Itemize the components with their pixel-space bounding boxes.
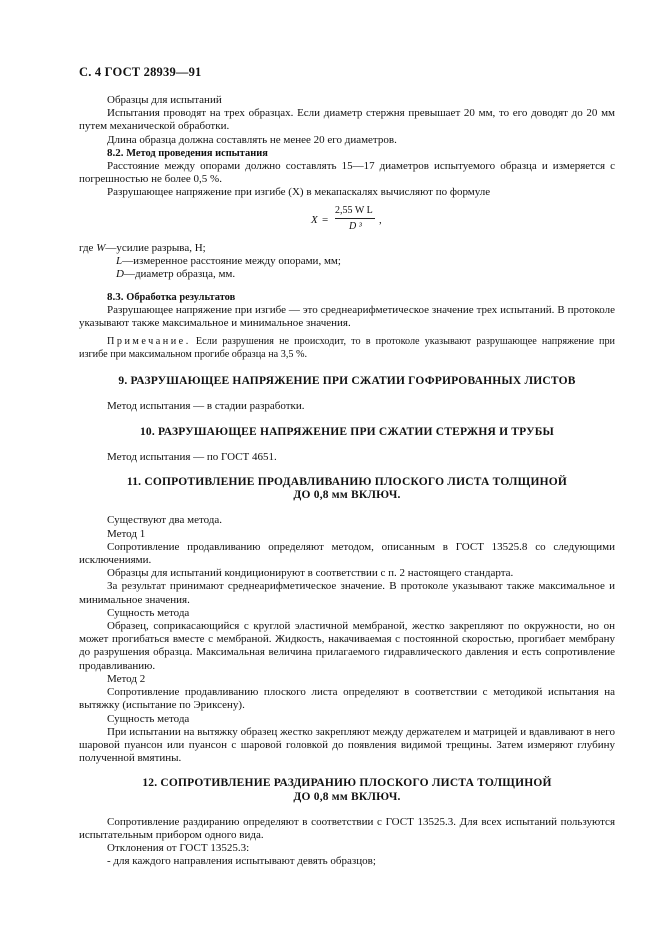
paragraph: Образцы для испытаний [107, 94, 222, 106]
paragraph: Испытания проводят на трех образцах. Если диаметр стержня превышает 20 мм, то его доводят до 20 мм путем механической обработки. [79, 107, 615, 133]
var-l-text: —измеренное расстояние между опорами, мм; [122, 254, 341, 267]
subsection-8-3-heading [107, 291, 615, 304]
paragraph: Отклонения от ГОСТ 13525.3: [107, 842, 250, 855]
formula [79, 200, 615, 240]
paragraph: Образец, соприкасающийся с круглой эластичной мембраной, жестко закрепляют по окружности, но он может прогибаться вместе с мембраной. Жидкость, накачиваемая с постоянной скоростью, прогибает мембрану до разрушения образца. Максимальная величина прилагаемого гидравлического давления и есть сопротивление продавливанию. [79, 620, 615, 672]
paragraph: Разрушающее напряжение при изгибе (X) в мекапаскалях вычисляют по формуле [107, 186, 491, 199]
paragraph: Сопротивление продавливанию плоского листа определяют в соответствии с методикой испытания на вытяжку (испытание по Эриксену). [79, 686, 615, 712]
var-d-text: —диаметр образца, мм. [123, 267, 236, 280]
note-label: Примечание. [107, 336, 191, 348]
paragraph: Сопротивление раздиранию определяют в соответствии с ГОСТ 13525.3. Для всех испытаний пользуются испытательным прибором одного вида. [79, 815, 615, 841]
paragraph: Сопротивление продавливанию определяют методом, описанным в ГОСТ 13525.8 со следующими исключениями. [79, 540, 615, 567]
paragraph: Метод испытания — по ГОСТ 4651. [107, 450, 277, 463]
fraction-bar [335, 218, 375, 219]
paragraph: Сущность метода [107, 712, 190, 725]
paragraph: Метод 1 [107, 527, 146, 540]
var-d-symbol: D [116, 267, 124, 280]
paragraph: Разрушающее напряжение при изгибе — это среднеарифметическое значение трех испытаний. В протоколе указывают также максимальное и минимальное значения. [79, 303, 615, 330]
subsection-8-2-heading [107, 147, 615, 160]
paragraph: Расстояние между опорами должно составлять 15—17 диаметров испытуемого образца и измеряется с погрешностью не более 0,5 %. [79, 160, 615, 186]
page-content [79, 94, 615, 869]
var-l-symbol: L [116, 254, 123, 267]
section-11-heading-line2: ДО 0,8 мм ВКЛЮЧ. [293, 489, 401, 502]
variable-legend [79, 242, 615, 282]
subsection-number: 8.3. [107, 290, 124, 303]
section-9-heading: 9. РАЗРУШАЮЩЕЕ НАПРЯЖЕНИЕ ПРИ СЖАТИИ ГОФРИРОВАННЫХ ЛИСТОВ [118, 375, 576, 388]
paragraph: Метод 2 [107, 672, 146, 685]
note-text: Если разрушения не происходит, то в протоколе указывают разрушающее напряжение при изгибе при максимальном прогибе образца на 3,5 %. [79, 336, 615, 360]
paragraph: Длина образца должна составлять не менее 20 его диаметров. [107, 133, 397, 146]
subsection-title: Обработка результатов [126, 291, 236, 303]
paragraph: Метод испытания — в стадии разработки. [107, 400, 305, 413]
formula-comma: , [379, 213, 382, 226]
section-12-heading-line1: 12. СОПРОТИВЛЕНИЕ РАЗДИРАНИЮ ПЛОСКОГО ЛИСТА ТОЛЩИНОЙ [142, 777, 552, 790]
formula-numerator: 2,55 W L [335, 204, 373, 216]
paragraph: За результат принимают среднеарифметическое значение. В протоколе указывают также максимальное и минимальное значения. [79, 580, 615, 606]
paragraph: При испытании на вытяжку образец жестко закрепляют между держателем и матрицей и вдавливают в него шаровой пуансон или пуансон с шаровой головкой до появления видимой трещины. Затем измеряют глубину полученной вмятины. [79, 725, 615, 765]
section-11-heading-line1: 11. СОПРОТИВЛЕНИЕ ПРОДАВЛИВАНИЮ ПЛОСКОГО ЛИСТА ТОЛЩИНОЙ [126, 476, 568, 489]
where-intro: где [79, 241, 94, 254]
paragraph: Образцы для испытаний кондиционируют в соответствии с п. 2 настоящего стандарта. [107, 567, 514, 580]
formula-denominator: D ³ [349, 220, 362, 232]
subsection-title: Метод проведения испытания [126, 147, 268, 159]
paragraph: Сущность метода [107, 606, 190, 619]
section-10-heading: 10. РАЗРУШАЮЩЕЕ НАПРЯЖЕНИЕ ПРИ СЖАТИИ СТЕРЖНЯ И ТРУБЫ [139, 425, 555, 438]
section-12-heading-line2: ДО 0,8 мм ВКЛЮЧ. [293, 790, 401, 803]
subsection-number: 8.2. [107, 146, 124, 159]
var-w-text: —усилие разрыва, Н; [105, 241, 206, 254]
list-item: - для каждого направления испытывают девять образцов; [107, 855, 376, 868]
formula-equals: = [322, 213, 329, 226]
formula-lhs: X [311, 213, 318, 226]
note [79, 336, 615, 361]
page-header: С. 4 ГОСТ 28939—91 [79, 65, 202, 79]
paragraph: Существуют два метода. [107, 514, 223, 527]
var-w-symbol: W [96, 241, 106, 254]
